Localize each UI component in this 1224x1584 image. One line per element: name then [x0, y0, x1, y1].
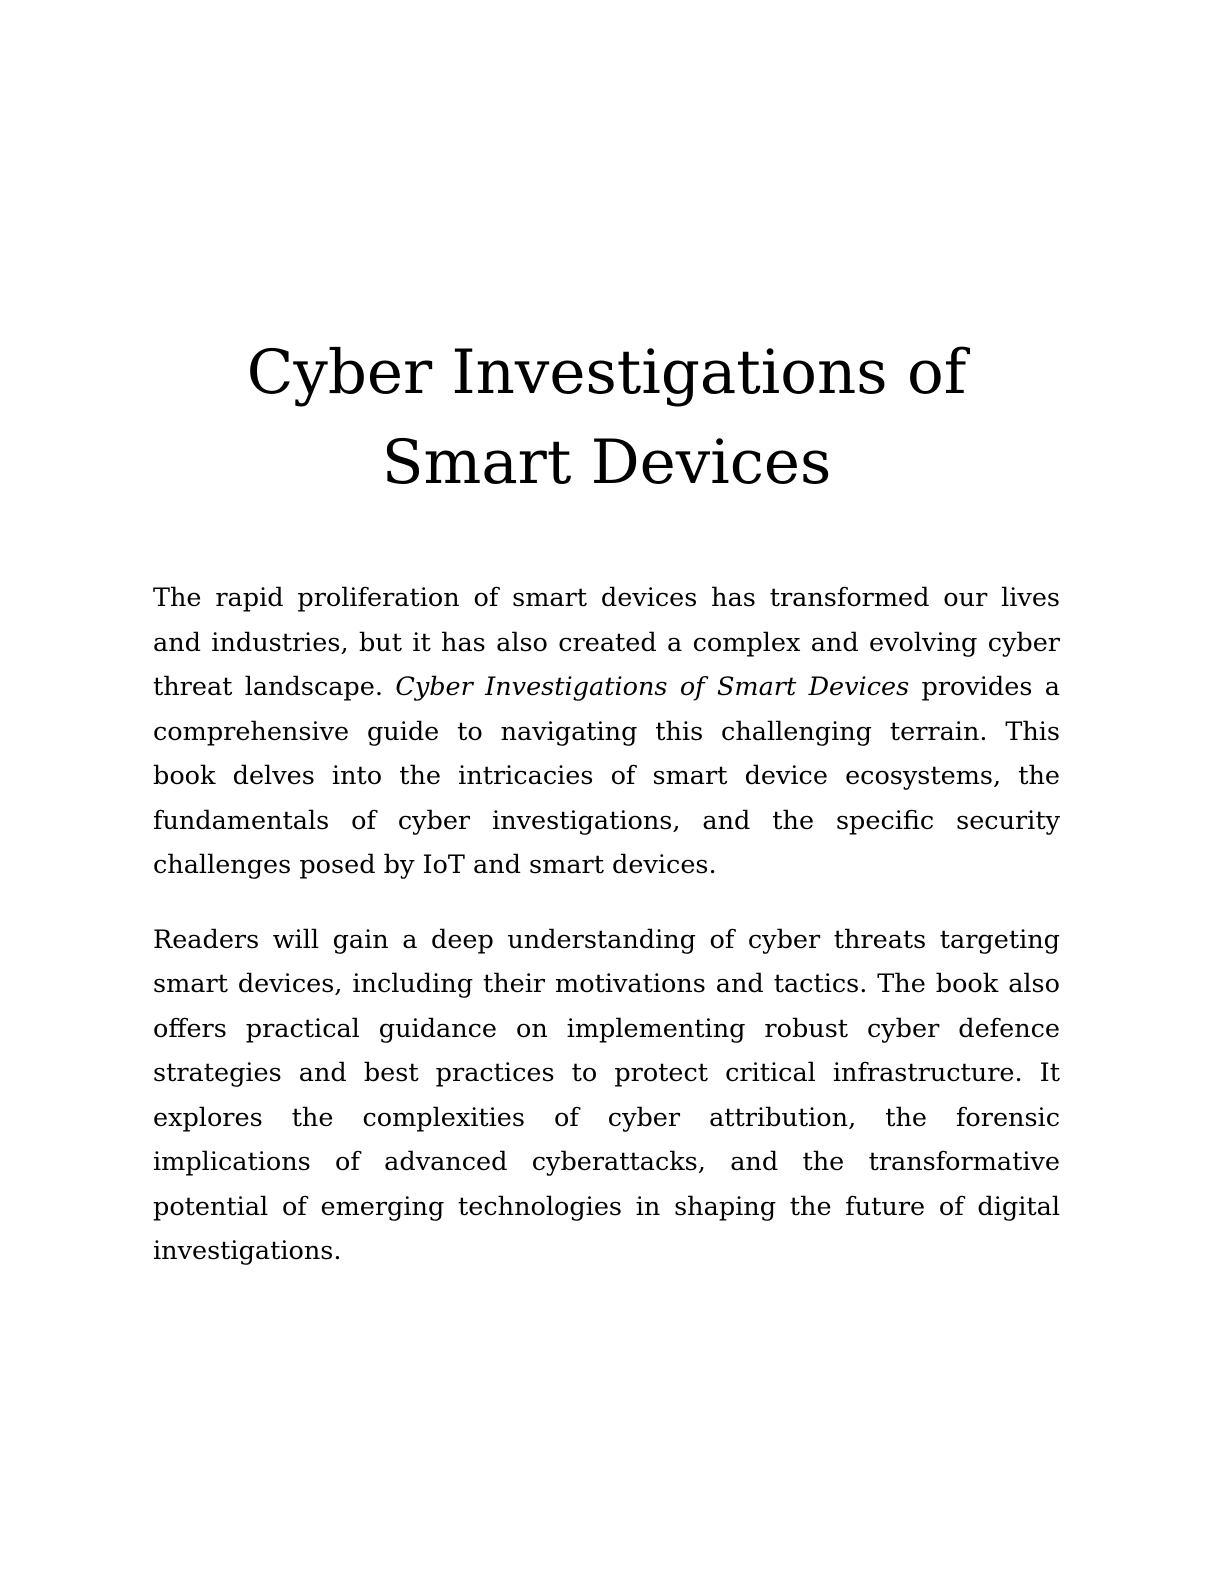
paragraph-intro-text-end: provides a comprehensive guide to navigating this challenging terrain. This book delves into the intricacies of smart device ecosystems, the fundamentals of cyber investigations, and the specific security challenges posed by IoT and smart devices.: [153, 672, 1060, 880]
document-title: Cyber Investigations of Smart Devices: [246, 337, 967, 498]
paragraph-intro: [153, 576, 1060, 888]
document-page: [153, 328, 1060, 1274]
paragraph-intro-text-start: The rapid proliferation of smart devices has transformed our lives and industries, but it has also created a complex and evolving cyber threat landscape.: [153, 583, 1060, 702]
book-title-italic: Cyber Investigations of Smart Devices: [395, 672, 910, 702]
paragraph-readers: Readers will gain a deep understanding of cyber threats targeting smart devices, including their motivations and tactics. The book also offers practical guidance on implementing robust cyber defence strategies and best practices to protect critical infrastructure. It explores the complexities of cyber attribution, the forensic implications of advanced cyberattacks, and the transformative potential of emerging technologies in shaping the future of digital investigations.: [153, 924, 1060, 1266]
